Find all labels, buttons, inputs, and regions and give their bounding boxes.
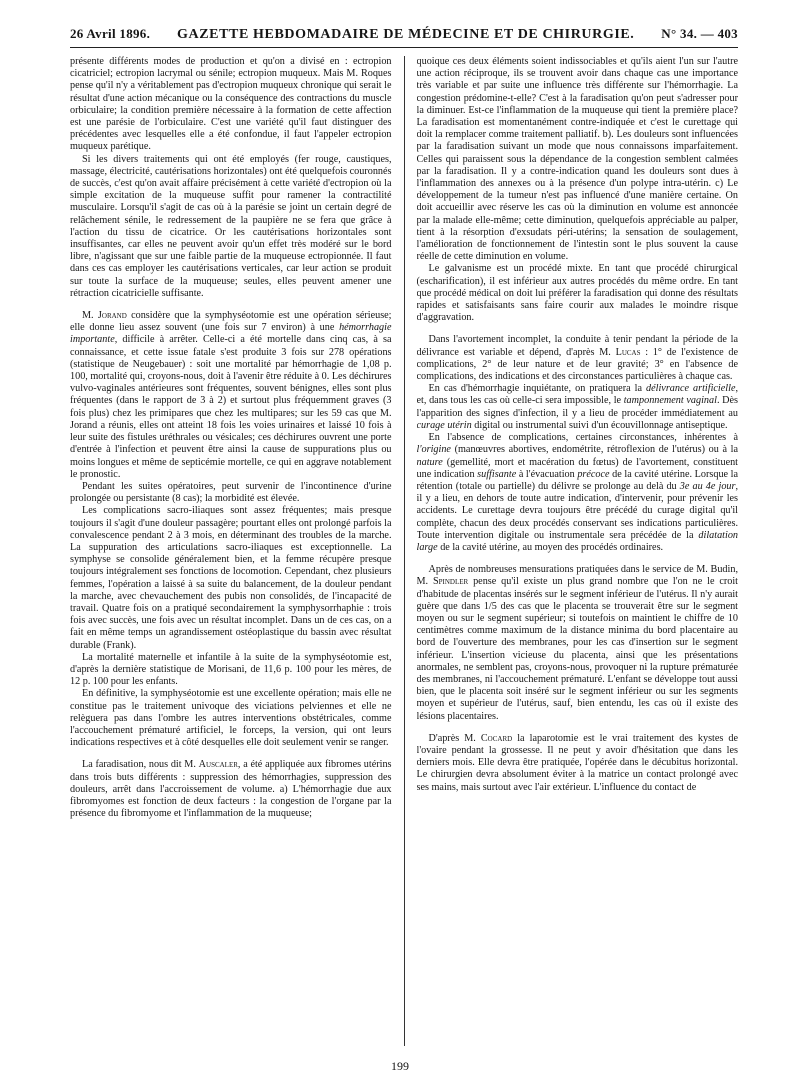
paragraph: [417, 383, 739, 432]
author-name: Auscaler: [198, 759, 238, 771]
text-run: la laparotomie est le vrai traitement des kystes de l'ovaire pendant la grossesse. Il ne peut y avoir d'hésitation que dans les derniers mois. Elle devra être pratiquée, l'opérée dans le décubitus horizontal. Le chirurgien devra absolument éviter à la matrice un contact prolongé avec ses mains, mais surtout avec l'air extérieur. L'influence du contact de: [416, 732, 739, 793]
paragraph: Si les divers traitements qui ont été employés (fer rouge, caustiques, massage, électricité, cautérisations horizontales) ont été quelquefois couronnés de succès, c'est qu'on avait affaire précisément à cette variété d'ectropion où la simple excitation de la muqueuse suffit pour ramener la contractilité musculaire. Lorsqu'il s'agit de cas où à la parésie se joint un certain degré de relâchement sénile, le redressement de la paupière ne se fera que grâce à l'action du tissu de cicatrice. Or les cautérisations horizontales sont insuffisantes, car elles ne peuvent avoir qu'un effet très modéré sur le bord libre, n'agissant que sur une faible partie de la muqueuse ectropionnée. Il faut dans ces cas employer les cautérisations verticales, car leur action se produit sur toute la surface de la muqueuse; seules, elles peuvent amener une rétraction cicatricielle suffisante.: [70, 153, 392, 299]
text-run: En l'absence de complications, certaines circonstances, inhérentes à: [428, 432, 739, 444]
text-run: (gemellité, mort et macération du fœtus) de l'avortement, constituent une indication: [416, 456, 739, 480]
text-run: de la cavité utérine. Lorsque la rétention (totale ou partielle) du délivre se prolonge au delà du: [416, 468, 739, 492]
text-run: à l'évacuation: [516, 468, 578, 480]
emphasis: dilatation large: [416, 529, 739, 553]
text-run: Après de nombreuses mensurations pratiquées dans le service de M. Budin, M.: [416, 564, 739, 588]
header-issue-page: N° 34. — 403: [661, 26, 738, 41]
page-folio: 199: [391, 1059, 409, 1073]
paragraph: [70, 759, 392, 820]
text-run: M.: [82, 310, 98, 322]
emphasis: précoce: [577, 468, 610, 480]
author-name: Lucas: [615, 346, 641, 358]
running-header: [70, 26, 738, 48]
paragraph: [417, 432, 739, 554]
text-run: : 1° de l'existence de complications, 2° de leur nature et de leur gravité; 3° en l'absence de complications, des indications et des circonstances particulières à chaque cas.: [416, 346, 739, 383]
text-run: Dans l'avortement incomplet, la conduite à tenir pendant la période de la délivrance est variable et dépend, d'après M.: [416, 334, 739, 358]
text-run: , il y a lieu, en dehors de toute autre indication, d'intervenir, pour prévenir les accidents. Le curettage devra toujours être précédé du curage digital qu'il complète, chacun des deux procédés conservant ses indications particulières. Toute intervention digitale ou instrumentale sera précédée de la: [416, 480, 739, 541]
paragraph: [417, 733, 739, 794]
text-columns: [70, 56, 738, 1046]
author-name: Spindler: [432, 576, 469, 588]
emphasis: curage utérin: [416, 419, 472, 431]
text-run: de la cavité utérine, au moyen des procédés ordinaires.: [437, 541, 664, 553]
paragraph: [70, 310, 392, 481]
text-run: pense qu'il existe un plus grand nombre que l'on ne le croit d'habitude de placentas insérés sur le segment inférieur de l'utérus. Il n'y aurait guère que dans 1/5 des cas que le placenta se trouverait être sur le segment moyen ou sur le segment supérieur; si toutefois on maintient le chiffre de 10 centimètres comme maximum de la distance minima du bord placentaire au bord de l'ouverture des membranes, pour les cas d'insertion sur le segment inférieur. L'insertion vicieuse du placenta, ainsi que les présentations anormales, ne semblent pas, croyons-nous, provoquer ni la rupture prématurée des membranes, ni l'accouchement prématuré. L'enfant se développe tout aussi bien, que le placenta soit inséré sur le segment inférieur ou sur les segments moyen et supérieur de l'utérus, sauf, bien entendu, les cas où il existe des lésions placentaires.: [416, 576, 739, 722]
paragraph: Pendant les suites opératoires, peut survenir de l'incontinence d'urine prolongée ou persistante (8 cas); la morbidité est élevée.: [70, 480, 392, 505]
text-run: considère que la symphyséotomie est une opération sérieuse; elle donne lieu assez souvent (une fois sur 7 environ) à une: [70, 310, 392, 334]
paragraph: La mortalité maternelle et infantile à la suite de la symphyséotomie est, d'après la dernière statistique de Morisani, de 11,6 p. 100 pour les mères, de 12 p. 100 pour les enfants.: [70, 651, 392, 688]
author-name: Cocard: [480, 732, 513, 744]
paragraph: [417, 334, 739, 383]
text-run: (manœuvres abortives, endométrite, rétroflexion de l'utérus) ou à la: [450, 444, 739, 456]
paragraph: [417, 564, 739, 723]
emphasis: nature: [416, 456, 443, 468]
text-run: En cas d'hémorrhagie inquiétante, on pratiquera la: [428, 383, 647, 395]
column-rule: [404, 56, 405, 1046]
text-run: La faradisation, nous dit M.: [82, 759, 199, 771]
right-column: [417, 56, 739, 1046]
text-run: D'après M.: [428, 732, 481, 744]
emphasis: tamponnement vaginal: [623, 395, 717, 407]
paragraph: présente différents modes de production et qu'on a divisé en : ectropion cicatriciel; ectropion lacrymal ou sénile; ectropion muqueux. Mais M. Roques pense qu'il n'y a véritablement pas d'ectropion muqueux chronique qui serait le résultat d'une action mécanique ou la conséquence des contractions du muscle orbiculaire; la condition première nécessaire à la formation de cette affection est une parésie de l'orbiculaire. C'est une variété qu'il faut distinguer des précédentes avec lesquelles elle a été confondue, il faut l'appeler ectropion muqueux parétique.: [70, 56, 392, 153]
emphasis: délivrance artificielle: [646, 383, 736, 395]
paragraph: Le galvanisme est un procédé mixte. En tant que procédé chirurgical (escharification), il est inférieur aux autres procédés du même ordre. En tant que procédé médical on doit lui préférer la faradisation qui donne des résultats rapides et satisfaisants sans faire courir aux malades le moindre risque d'aggravation.: [416, 263, 739, 324]
paragraph: quoique ces deux éléments soient indissociables et qu'ils aient l'un sur l'autre une action réciproque, ils se trouvent avoir dans chaque cas une importance très variable et par suite une influence très différente sur l'hémorrhagie. La congestion prédomine-t-elle? C'est à la faradisation qu'on peut s'adresser pour la diminuer. Est-ce l'inflammation de la muqueuse qui tient la première place? La faradisation est momentanément contre-indiquée et c'est le curettage qui doit la remplacer comme traitement palliatif. b). Les douleurs sont influencées par la faradisation suivant un mode que nous connaissons imparfaitement. Celles qui paraissent sous la dépendance de la congestion semblent calmées par la faradisation. Il y a contre-indication quand les douleurs sont dues à l'inflammation des annexes ou à la présence d'un polype intra-utérin. c) Le développement de la tumeur n'est pas influencé d'une manière certaine. On doit accueillir avec réserve les cas où la diminution en volume est annoncée par la malade elle-même; cette diminution, quelquefois appréciable au palper, tient à la résorption d'exsudats péri-utérins; la sensation de soulagement, l'amélioration de fonctionnement de l'intestin sont le plus souvent la cause réelle de cette diminution en volume.: [416, 56, 739, 263]
header-date: 26 Avril 1896.: [70, 26, 151, 41]
emphasis: l'origine: [416, 444, 451, 456]
text-run: , a été appliquée aux fibromes utérins dans trois buts différents : suppression des hémorrhagies, suppression des douleurs, arrêt dans l'accroissement de volume. a) L'hémorrhagie due aux fibromyomes est fonction de deux facteurs : la congestion de l'organe par la présence du fibromyome et l'inflammation de la muqueuse;: [70, 759, 392, 820]
text-run: . Dès l'apparition des signes d'infection, il y a lieu de procéder immédiatement au: [416, 395, 739, 419]
text-run: , difficile à arrêter. Celle-ci a été mortelle dans cinq cas, à sa connaissance, et cette issue fatale s'est produite 3 fois sur 278 opérations (statistique de Neugebauer) : soit une mortalité par hémorrhagie de 1,08 p. 100, mortalité qui, croyons-nous, doit à l'avenir être réduite à 0. Les déchirures vulvo-vaginales antérieures sont fréquentes, souvent bénignes, elles sont plus fréquentes (dans le rapport de 3 à 2) et surtout plus fréquemment graves (3 fois plus) chez les primipares que chez les multipares; sur les 59 cas que M. Jorand a réunis, elles ont atteint 18 fois les voies urinaires et laissé 10 fois à leur suite des fistules uréthrales ou vésicales; ces déchirures ouvrent une porte d'entrée à l'infection et peuvent être ainsi la cause de suppurations plus ou moins longues et même de septicémie mortelle, ce qui en aggrave notablement le pronostic.: [70, 334, 392, 480]
emphasis: hémorrhagie importante: [70, 322, 392, 346]
emphasis: suffisante: [477, 468, 517, 480]
text-run: , et, dans tous les cas où celle-ci sera impossible, le: [416, 383, 739, 407]
left-column: [70, 56, 392, 1046]
paragraph: En définitive, la symphyséotomie est une excellente opération; mais elle ne constitue pas le traitement univoque des viciations pelviennes et elle ne relèguera pas dans l'ombre les autres interventions obstétricales, comme l'accouchement prématuré artificiel, le forceps, la version, qui ont leurs indications respectives et à côté desquelles elle doit seulement venir se ranger.: [70, 688, 392, 749]
text-run: digital ou instrumental suivi d'un écouvillonnage antiseptique.: [471, 419, 728, 431]
paragraph: Les complications sacro-iliaques sont assez fréquentes; mais presque toujours il s'agit d'une douleur passagère; pourtant elles ont prolongé parfois la convalescence pendant 2 à 3 mois, en déterminant des troubles de la marche. La suppuration des articulations sacro-iliaques est exceptionnelle. La symphyse se consolide généralement bien, et la femme récupère presque toujours intégralement ses fonctions de locomotion. Cependant, chez plusieurs femmes, l'opération a laissé à sa suite du balancement, de la douleur pendant la marche, avec chevauchement des pubis non consolidés, de l'incapacité de travail. Quatre fois on a pratiqué secondairement la symphysorrhaphie : trois fois avec succès, une fois avec un résultat incomplet. Dans un de ces cas, on a fait en même temps un agrandissement ostéoplastique du bassin avec résultat durable (Frank).: [70, 505, 392, 651]
author-name: Jorand: [97, 310, 127, 322]
emphasis: 3e au 4e jour: [679, 480, 736, 492]
header-journal-title: GAZETTE HEBDOMADAIRE DE MÉDECINE ET DE CHIRURGIE.: [177, 27, 635, 42]
